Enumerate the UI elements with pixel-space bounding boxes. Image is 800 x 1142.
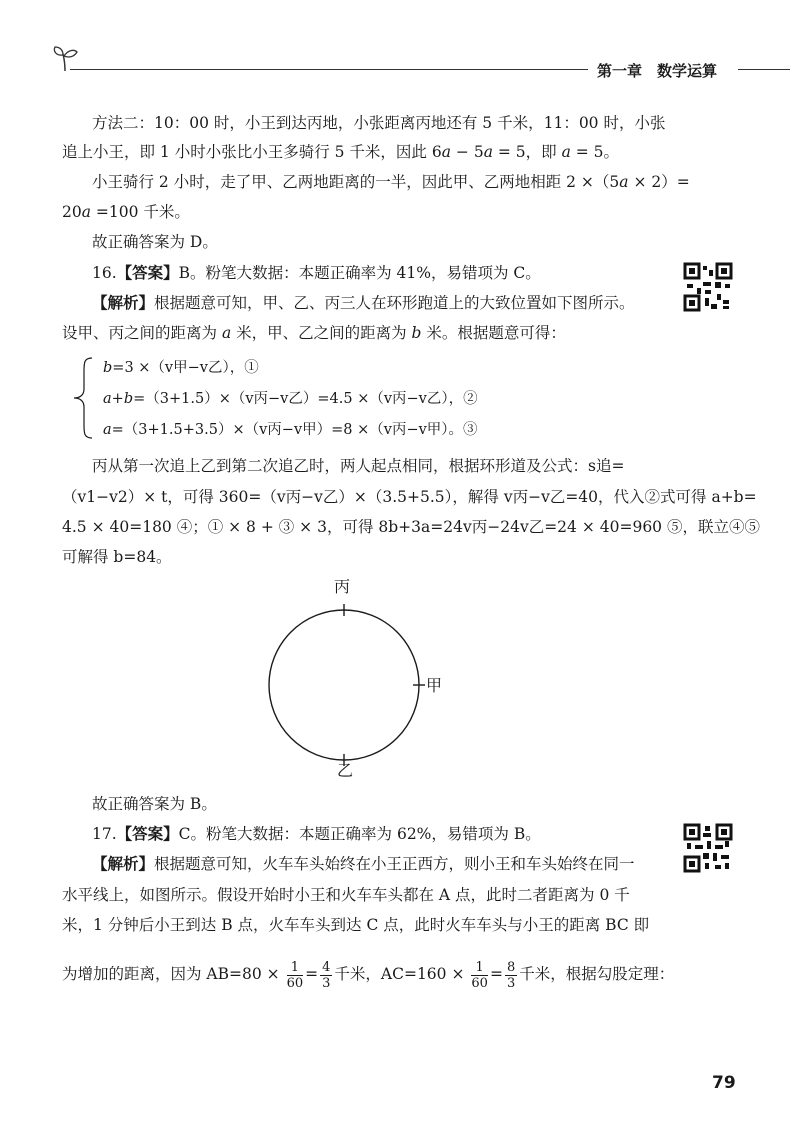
question-16-answer: 16.【答案】B。粉笔大数据：本题正确率为 41%，易错项为 C。 — [92, 264, 541, 282]
fraction-4-3: $\frac{4}{3}$ — [322, 959, 331, 991]
question-17-analysis-line3: 米，1 分钟后小王到达 B 点，火车车头到达 C 点，此时火车车头与小王的距离 BC 即 — [62, 916, 650, 934]
label-jia: 甲 — [426, 676, 443, 695]
question-16-body-line4: 可解得 b=84。 — [62, 548, 172, 566]
chapter-title: 第一章 数学运算 — [597, 62, 718, 80]
track-circle — [269, 610, 419, 760]
sprout-icon — [50, 44, 80, 72]
question-16-analysis-line1: 【解析】根据题意可知，甲、乙、丙三人在环形跑道上的大致位置如下图所示。 — [92, 294, 635, 312]
track-diagram — [255, 570, 455, 780]
question-17-analysis-line1: 【解析】根据题意可知，火车车头始终在小王正西方，则小王和车头始终在同一 — [92, 855, 635, 873]
paragraph-method-two: 方法二：10：00 时，小王到达丙地，小张距离丙地还有 5 千米，11：00 时，小张 — [92, 114, 666, 132]
question-17-analysis-line4: 为增加的距离，因为 AB=80 × $\frac{1}{60}$ = $\frac{4}{3}$ 千米，AC=160 × $\frac{1}{60}$ = $\frac{8}{3}$ 千米，根据勾股定理： — [62, 959, 675, 991]
fraction-8-3: $\frac{8}{3}$ — [506, 959, 516, 991]
label-bing: 丙 — [334, 577, 351, 596]
page-number: 79 — [712, 1073, 736, 1093]
question-16-body-line1: 丙从第一次追上乙到第二次追乙时，两人起点相同，根据环形道及公式：s追= — [92, 457, 625, 475]
question-16-analysis-line2: 设甲、丙之间的距离为 a 米，甲、乙之间的距离为 b 米。根据题意可得： — [62, 324, 566, 342]
question-17-answer: 17.【答案】C。粉笔大数据：本题正确率为 62%，易错项为 B。 — [92, 825, 541, 843]
answer-15: 故正确答案为 D。 — [92, 233, 218, 251]
fraction-1-60: $\frac{1}{60}$ — [286, 959, 304, 991]
question-17-analysis-line2: 水平线上，如图所示。假设开始时小王和火车车头都在 A 点，此时二者距离为 0 千 — [62, 886, 630, 904]
fraction-1-60b: $\frac{1}{60}$ — [471, 959, 488, 991]
equation-3: a=（3+1.5+3.5）×（v丙−v甲）=8 ×（v丙−v甲）。③ — [103, 422, 478, 438]
equation-2: a+b=（3+1.5）×（v丙−v乙）=4.5 ×（v丙−v乙），② — [103, 391, 478, 407]
header-rule-left — [70, 69, 588, 70]
paragraph-distance: 小王骑行 2 小时，走了甲、乙两地距离的一半，因此甲、乙两地相距 2 ×（5a × 2）= — [92, 173, 690, 191]
question-16-body-line3: 4.5 × 40=180 ④；① × 8 + ③ × 3，可得 8b+3a=24v丙−24v乙=24 × 40=960 ⑤，联立④⑤ — [62, 518, 760, 536]
answer-16: 故正确答案为 B。 — [92, 795, 217, 813]
paragraph-distance-cont: 20a =100 千米。 — [62, 203, 190, 221]
label-yi: 乙 — [337, 761, 354, 780]
header-rule-right — [738, 69, 790, 70]
equation-1: b=3 ×（v甲−v乙），① — [103, 360, 259, 376]
equation-brace — [66, 355, 96, 441]
paragraph-method-two-cont: 追上小王，即 1 小时小张比小王多骑行 5 千米，因此 6a − 5a = 5，即 a = 5。 — [62, 143, 620, 161]
question-16-body-line2: （v1−v2）× t，可得 360=（v丙−v乙）×（3.5+5.5），解得 v丙−v乙=40，代入②式可得 a+b= — [62, 488, 757, 506]
